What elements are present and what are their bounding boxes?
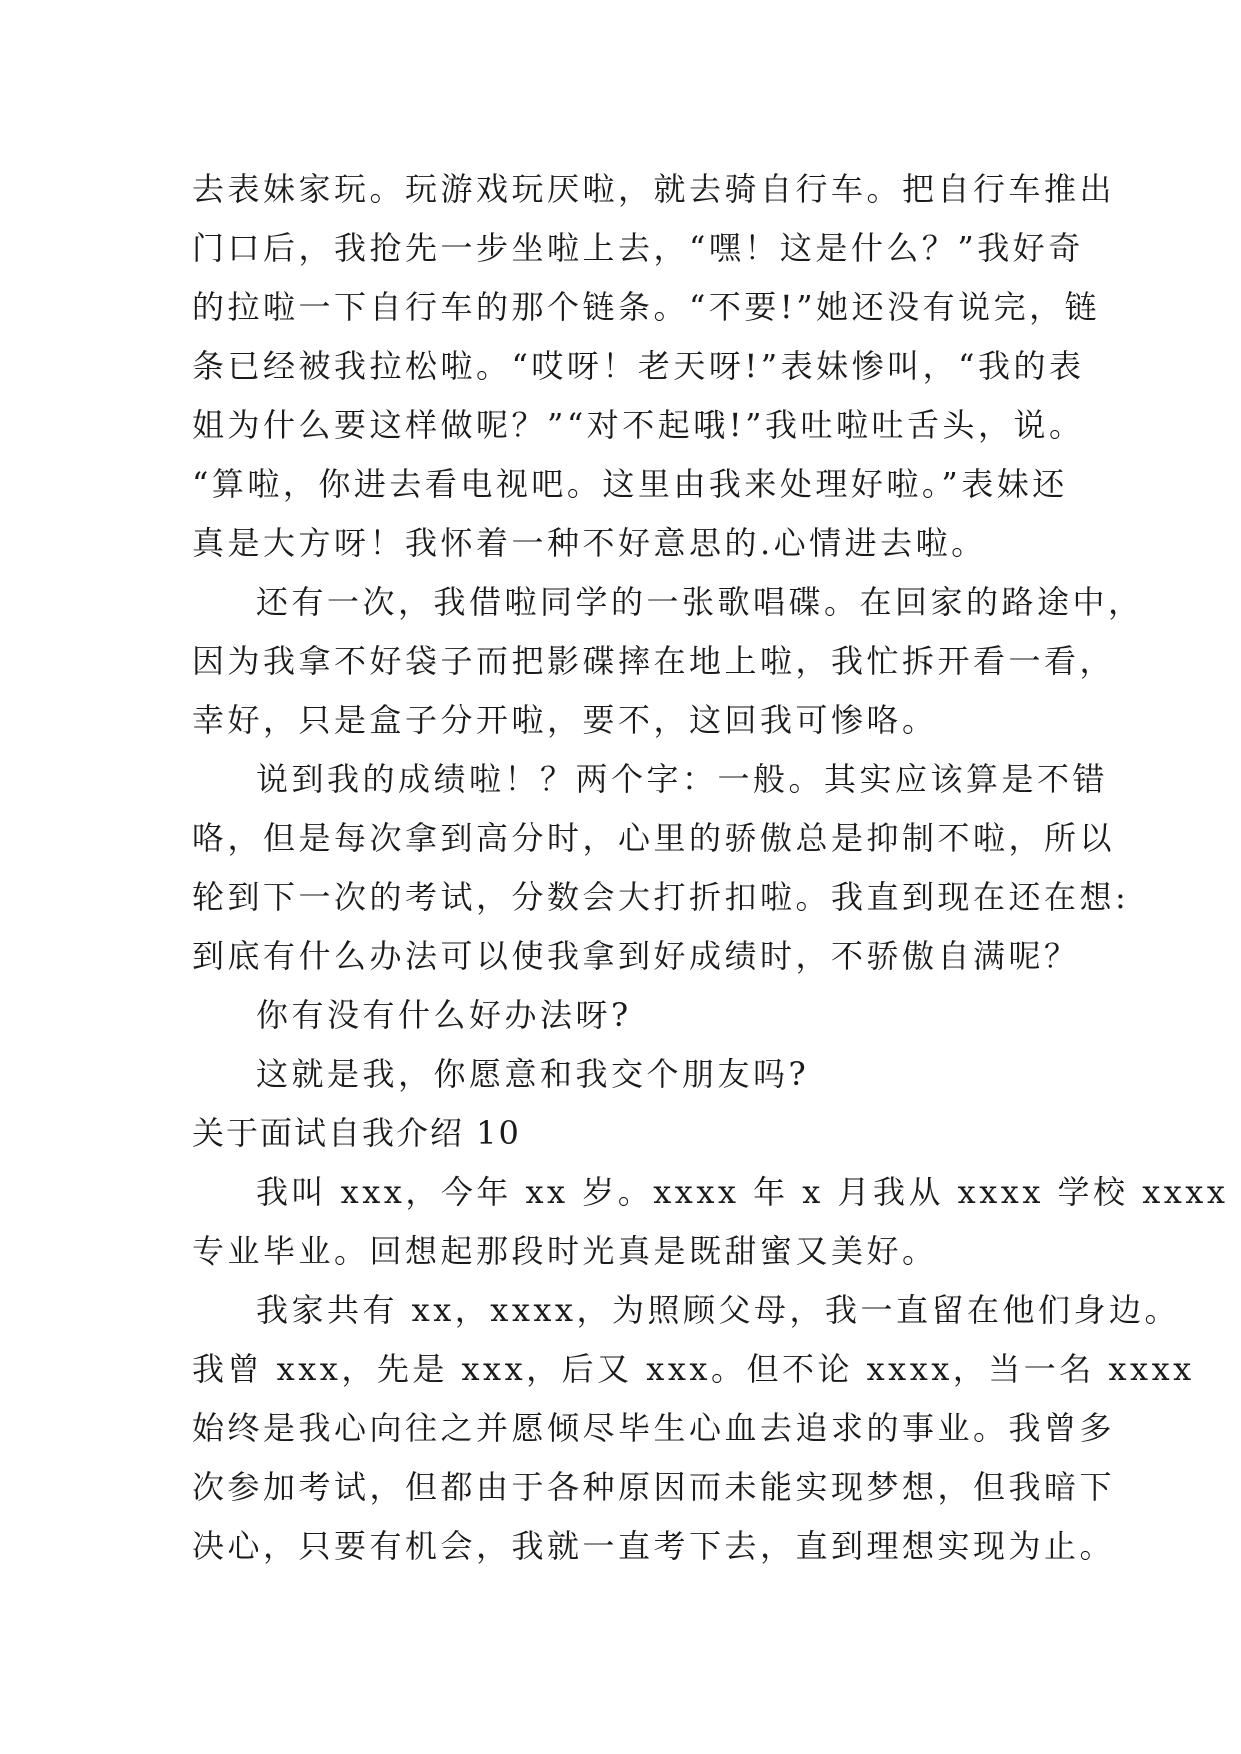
text-line: 咯，但是每次拿到高分时，心里的骄傲总是抑制不啦，所以 [192,819,1116,857]
text-line: 真是大方呀！我怀着一种不好意思的.心情进去啦。 [192,524,987,562]
paragraph-start-line: 还有一次，我借啦同学的一张歌唱碟。在回家的路途中， [256,583,1144,621]
text-line: 始终是我心向往之并愿倾尽毕生心血去追求的事业。我曾多 [192,1409,1116,1447]
text-line: 幸好，只是盒子分开啦，要不，这回我可惨咯。 [192,701,938,739]
text-line: 次参加考试，但都由于各种原因而未能实现梦想，但我暗下 [192,1468,1116,1506]
text-line: 条已经被我拉松啦。“哎呀！老天呀!”表妹惨叫，“我的表 [192,347,1085,385]
text-line: 因为我拿不好袋子而把影碟摔在地上啦，我忙拆开看一看， [192,642,1116,680]
text-line: 到底有什么办法可以使我拿到好成绩时，不骄傲自满呢？ [192,937,1080,975]
text-line: 去表妹家玩。玩游戏玩厌啦，就去骑自行车。把自行车推出 [192,170,1116,208]
section-heading: 关于面试自我介绍 10 [192,1114,521,1152]
text-line: “算啦，你进去看电视吧。这里由我来处理好啦。”表妹还 [192,465,1068,503]
paragraph-start-line: 我叫 xxx，今年 xx 岁。xxxx 年 x 月我从 xxxx 学校 xxxx [256,1173,1229,1211]
text-line: 决心，只要有机会，我就一直考下去，直到理想实现为止。 [192,1527,1116,1565]
paragraph-start-line: 说到我的成绩啦！？两个字：一般。其实应该算是不错 [256,760,1109,798]
text-line: 轮到下一次的考试，分数会大打折扣啦。我直到现在还在想: [192,878,1130,916]
text-line: 专业毕业。回想起那段时光真是既甜蜜又美好。 [192,1232,938,1270]
paragraph-start-line: 我家共有 xx，xxxx，为照顾父母，我一直留在他们身边。 [256,1291,1180,1329]
text-line: 的拉啦一下自行车的那个链条。“不要!”她还没有说完，链 [192,288,1101,326]
paragraph-start-line: 这就是我，你愿意和我交个朋友吗? [256,1055,810,1093]
paragraph-start-line: 你有没有什么好办法呀? [256,996,632,1034]
text-line: 门口后，我抢先一步坐啦上去，“嘿！这是什么？”我好奇 [192,229,1084,267]
text-line: 姐为什么要这样做呢？”“对不起哦!”我吐啦吐舌头，说。 [192,406,1085,444]
document-body [192,160,1229,1576]
text-line: 我曾 xxx，先是 xxx，后又 xxx。但不论 xxxx，当一名 xxxx [192,1350,1195,1388]
